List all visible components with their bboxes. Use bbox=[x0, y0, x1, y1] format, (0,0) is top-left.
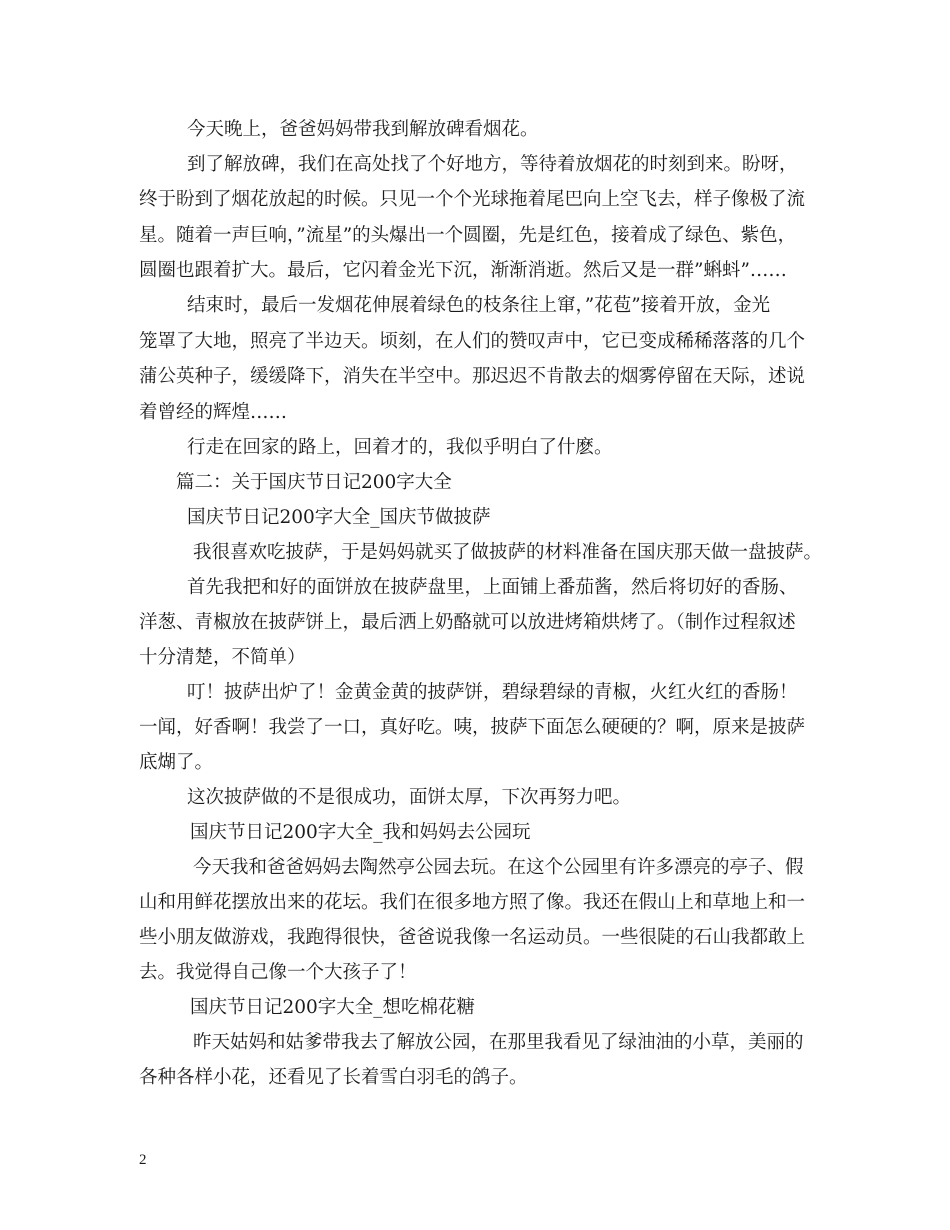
text-line: 星。随着一声巨响，”流星”的头爆出一个圆圈，先是红色，接着成了绿色、紫色， bbox=[139, 225, 797, 246]
text-line: 昨天姑妈和姑爹带我去了解放公园，在那里我看见了绿油油的小草，美丽的 bbox=[193, 1032, 804, 1053]
text-line: 蒲公英种子，缓缓降下，消失在半空中。那迟迟不肯散去的烟雾停留在天际，述说 bbox=[139, 366, 806, 387]
text-line: 圆圈也跟着扩大。最后，它闪着金光下沉，渐渐消逝。然后又是一群”蝌蚪”…… bbox=[139, 260, 787, 281]
text-line: 终于盼到了烟花放起的时候。只见一个个光球拖着尾巴向上空飞去，样子像极了流 bbox=[139, 189, 806, 210]
text-line: 首先我把和好的面饼放在披萨盘里，上面铺上番茄酱，然后将切好的香肠、 bbox=[187, 577, 798, 598]
text-line: 这次披萨做的不是很成功，面饼太厚，下次再努力吧。 bbox=[187, 787, 632, 808]
text-line: 些小朋友做游戏，我跑得很快，爸爸说我像一名运动员。一些很陡的石山我都敢上 bbox=[139, 927, 806, 948]
subheading: 国庆节日记200字大全_想吃棉花糖 bbox=[190, 997, 476, 1018]
subheading: 国庆节日记200字大全_国庆节做披萨 bbox=[187, 507, 491, 528]
text-line: 我很喜欢吃披萨，于是妈妈就买了做披萨的材料准备在国庆那天做一盘披萨。 bbox=[193, 542, 823, 563]
text-line: 今天我和爸爸妈妈去陶然亭公园去玩。在这个公园里有许多漂亮的亭子、假 bbox=[193, 857, 804, 878]
text-line: 一闻，好香啊！我尝了一口，真好吃。咦，披萨下面怎么硬硬的？啊，原来是披萨 bbox=[139, 717, 806, 738]
text-line: 到了解放碑，我们在高处找了个好地方，等待着放烟花的时刻到来。盼呀， bbox=[187, 154, 798, 175]
text-line: 洋葱、青椒放在披萨饼上，最后洒上奶酪就可以放进烤箱烘烤了。（制作过程叙述 bbox=[139, 612, 796, 633]
section-heading: 篇二：关于国庆节日记200字大全 bbox=[176, 472, 452, 493]
text-line: 底煳了。 bbox=[139, 752, 214, 773]
text-line: 笼罩了大地，照亮了半边天。顷刻，在人们的赞叹声中，它已变成稀稀落落的几个 bbox=[139, 331, 806, 352]
subheading: 国庆节日记200字大全_我和妈妈去公园玩 bbox=[190, 822, 531, 843]
text-line: 十分清楚，不简单） bbox=[139, 647, 306, 668]
page-number: 2 bbox=[139, 1152, 147, 1168]
text-line: 去。我觉得自己像一个大孩子了！ bbox=[139, 962, 417, 983]
text-line: 着曾经的辉煌…… bbox=[139, 402, 288, 423]
text-line: 各种各样小花，还看见了长着雪白羽毛的鸽子。 bbox=[139, 1067, 528, 1088]
text-line: 行走在回家的路上，回着才的，我似乎明白了什麽。 bbox=[187, 437, 613, 458]
text-line: 结束时，最后一发烟花伸展着绿色的枝条往上窜，”花苞”接着开放，金光 bbox=[187, 295, 771, 316]
text-line: 今天晚上，爸爸妈妈带我到解放碑看烟花。 bbox=[187, 119, 539, 140]
text-line: 叮！披萨出炉了！金黄金黄的披萨饼，碧绿碧绿的青椒，火红火红的香肠！ bbox=[187, 682, 798, 703]
text-line: 山和用鲜花摆放出来的花坛。我们在很多地方照了像。我还在假山上和草地上和一 bbox=[139, 892, 806, 913]
